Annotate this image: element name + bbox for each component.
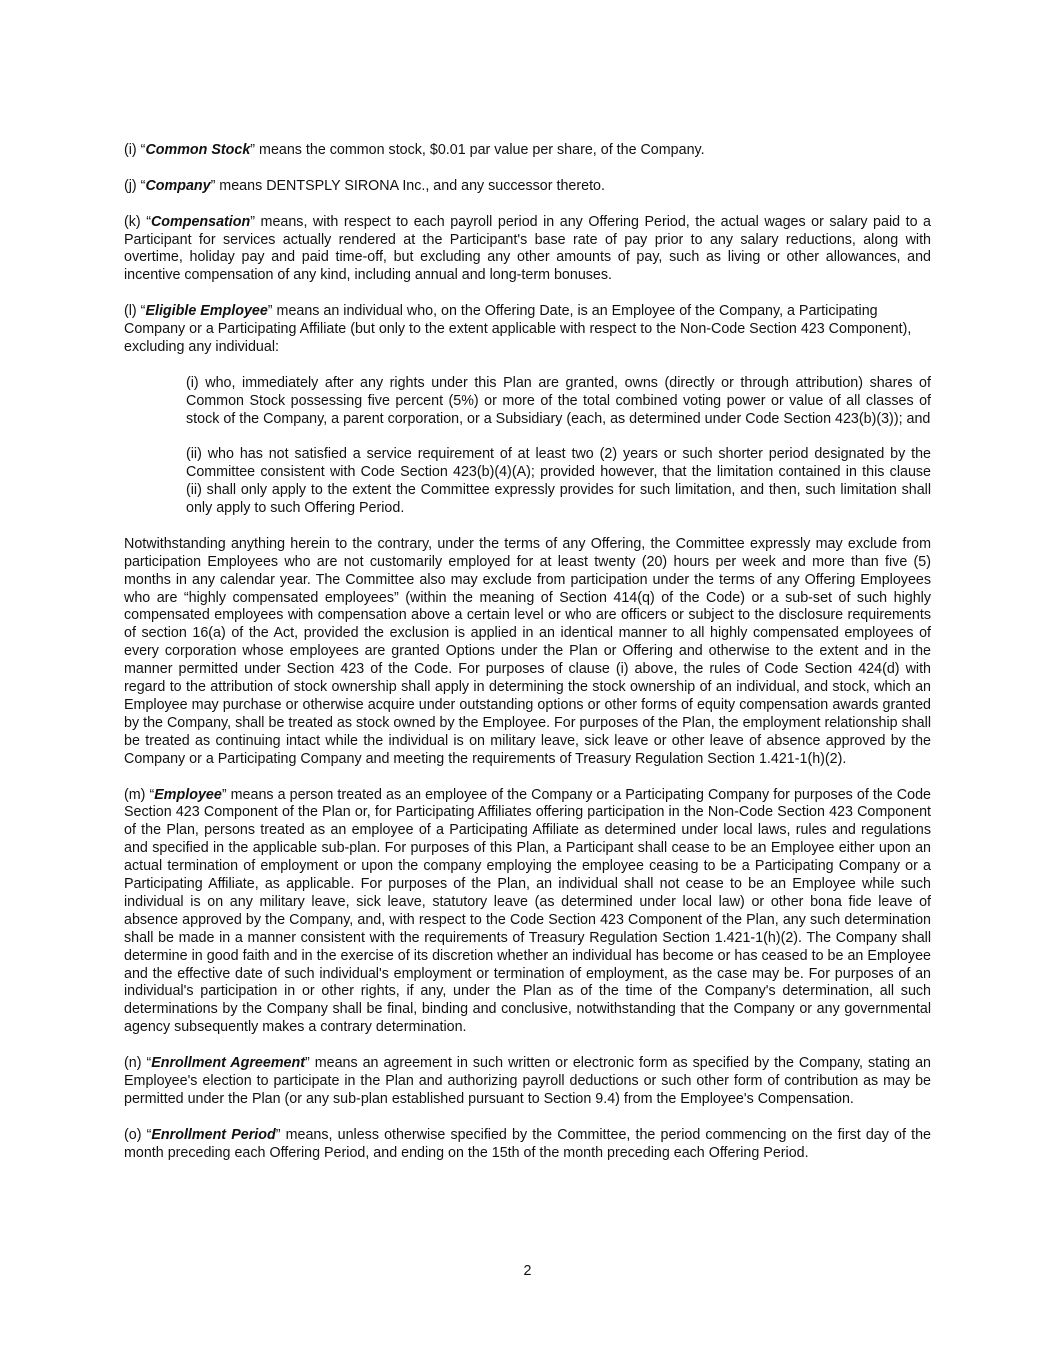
term-company: Company [145, 177, 211, 194]
term-common-stock: Common Stock [145, 142, 251, 158]
definition-company: (j) “Company” means DENTSPLY SIRONA Inc., and any successor thereto. [124, 177, 605, 194]
term-eligible-employee: Eligible Employee [145, 303, 268, 320]
eligible-employee-clause-i: (i) who, immediately after any rights under this Plan are granted, owns (directly or through attribution) shares of Common Stock possessing five percent (5%) or more of the total combined voting power or value of all classes of stock of the Company, a parent corporation, or a Subsidiary (each, as determined under Code Section 423(b)(3)); and [186, 374, 931, 427]
eligible-employee-clause-ii: (ii) who has not satisfied a service requirement of at least two (2) years or such shorter period designated by the Committee consistent with Code Section 423(b)(4)(A); provided however, that the limitation contained in this clause (ii) shall only apply to the extent the Committee expressly provides for such limitation, and then, such limitation shall only apply to such Offering Period. [186, 446, 931, 517]
definition-enrollment-period: (o) “Enrollment Period” means, unless otherwise specified by the Committee, the period commencing on the first day of the month preceding each Offering Period, and ending on the 15th of the month preceding each Offering Period. [124, 1126, 931, 1161]
term-employee: Employee [154, 786, 222, 803]
definition-eligible-employee: (l) “Eligible Employee” means an individual who, on the Offering Date, is an Employee of the Company, a Participating Company or a Participating Affiliate (but only to the extent applicable with respect to the Non-Code Section 423 Component), excluding any individual: [124, 303, 912, 355]
term-compensation: Compensation [150, 213, 251, 230]
definition-employee: (m) “Employee” means a person treated as an employee of the Company or a Participating Company for purposes of the Code Section 423 Component of the Plan or, for Participating Affiliates offering participation in the Non-Code Section 423 Component of the Plan, persons treated as an employee of a Participating Affiliate as determined under local laws, rules and regulations and specified in the applicable sub-plan. For purposes of this Plan, a Participant shall cease to be an Employee either upon an actual termination of employment or upon the company employing the employee ceasing to be a Participating Company or a Participating Affiliate, as applicable. For purposes of the Plan, an individual shall not cease to be an Employee while such individual is on any military leave, sick leave, statutory leave (as determined under local law) or other bona fide leave of absence approved by the Company, and, with respect to the Code Section 423 Component of the Plan, any such determination shall be made in a manner consistent with the requirements of Treasury Regulation Section 1.421-1(h)(2). The Company shall determine in good faith and in the exercise of its discretion whether an individual has become or has ceased to be an Employee and the effective date of such individual's employment or termination of employment, as the case may be. For purposes of an individual's participation in or other rights, if any, under the Plan as of the time of the Company's determination, all such determinations by the Company shall be final, binding and conclusive, notwithstanding that the Company or any governmental agency subsequently makes a contrary determination. [124, 786, 931, 1036]
eligible-employee-notwithstanding: Notwithstanding anything herein to the contrary, under the terms of any Offering, the Committee expressly may exclude from participation Employees who are not customarily employed for at least twenty (20) hours per week and more than five (5) months in any calendar year. The Committee also may exclude from participation under the terms of any Offering Employees who are “highly compensated employees” (within the meaning of Section 414(q) of the Code) or a sub-set of such highly compensated employees with compensation above a certain level or who are officers or subject to the disclosure requirements of section 16(a) of the Act, provided the exclusion is applied in an identical manner to all highly compensated employees of every corporation whose employees are granted Options under the Plan or Offering and otherwise to the extent and in the manner permitted under Section 423 of the Code. For purposes of clause (i) above, the rules of Code Section 424(d) with regard to the attribution of stock ownership shall apply in determining the stock ownership of an individual, and stock, which an Employee may purchase or otherwise acquire under outstanding options or other forms of equity compensation awards granted by the Company, shall be treated as stock owned by the Employee. For purposes of the Plan, the employment relationship shall be treated as continuing intact while the individual is on military leave, sick leave or other leave of absence approved by the Company or a Participating Company and meeting the requirements of Treasury Regulation Section 1.421-1(h)(2). [124, 535, 931, 767]
document-page [124, 142, 931, 1180]
term-enrollment-period: Enrollment Period [151, 1126, 276, 1143]
term-enrollment-agreement: Enrollment Agreement [151, 1055, 305, 1072]
definition-enrollment-agreement: (n) “Enrollment Agreement” means an agreement in such written or electronic form as specified by the Company, stating an Employee's election to participate in the Plan and authorizing payroll deductions or such other form of contribution as may be permitted under the Plan (or any sub-plan established pursuant to Section 9.4) from the Employee's Compensation. [124, 1055, 931, 1107]
page-number: 2 [523, 1263, 532, 1279]
definition-compensation: (k) “Compensation” means, with respect to each payroll period in any Offering Period, the actual wages or salary paid to a Participant for services actually rendered at the Participant's base rate of pay prior to any salary reductions, along with overtime, holiday pay and paid time-off, but excluding any other amounts of pay, such as living or other allowances, and incentive compensation of any kind, including annual and long-term bonuses. [124, 213, 931, 284]
definition-common-stock: (i) “Common Stock” means the common stock, $0.01 par value per share, of the Company. [124, 142, 705, 158]
